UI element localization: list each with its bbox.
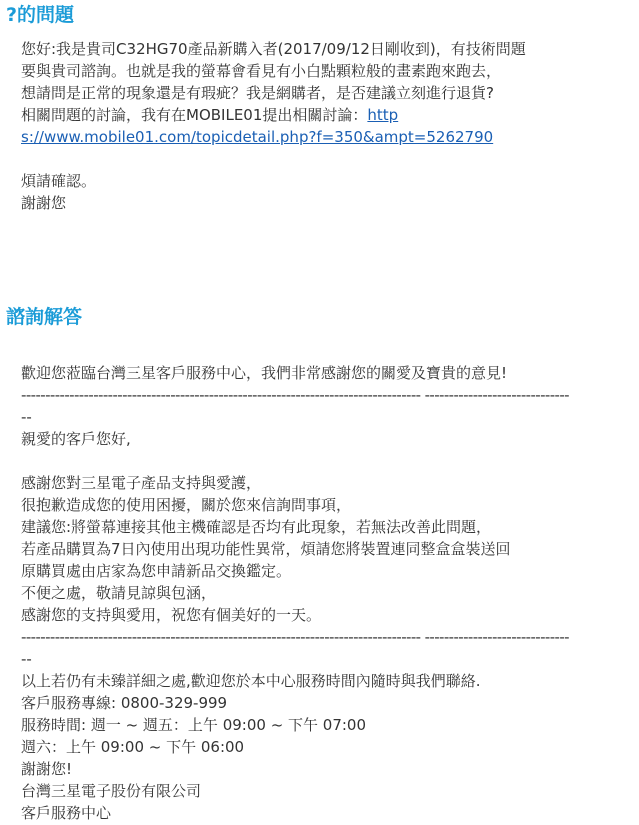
- question-body: [21, 38, 621, 214]
- separator-line: ----------------------------------------------------------------------------------- ------------------------------: [21, 628, 569, 646]
- question-title: ?的問題: [6, 4, 75, 26]
- question-link-prefix: 相關問題的討論，我有在MOBILE01提出相關討論：: [21, 106, 368, 124]
- question-line: 要與貴司諮詢。也就是我的螢幕會看見有小白點顆粒般的畫素跑來跑去，: [21, 62, 502, 80]
- blank-line: [21, 148, 621, 170]
- company-name: 台灣三星電子股份有限公司: [21, 782, 202, 800]
- service-hours-saturday: 週六：上午 09:00 ~ 下午 06:00: [21, 738, 245, 756]
- separator-line: ----------------------------------------------------------------------------------- ------------------------------: [21, 386, 569, 404]
- answer-title: 諮詢解答: [6, 306, 83, 328]
- answer-line: 建議您:將螢幕連接其他主機確認是否均有此現象，若無法改善此問題，: [21, 518, 492, 536]
- mobile01-link-cont[interactable]: s://www.mobile01.com/topicdetail.php?f=350&ampt=5262790: [21, 128, 494, 146]
- answer-line: 感謝您對三星電子產品支持與愛護，: [21, 474, 262, 492]
- question-link-line: [21, 104, 621, 126]
- separator-tail: --: [21, 650, 32, 668]
- question-line: 您好:我是貴司C32HG70產品新購入者(2017/09/12日剛收到)，有技術問題: [21, 40, 526, 58]
- question-line: 想請問是正常的現象還是有瑕疵？我是網購者，是否建議立刻進行退貨?: [21, 84, 494, 102]
- answer-greeting: 親愛的客戶您好,: [21, 430, 131, 448]
- answer-body: [21, 362, 613, 824]
- answer-line: 不便之處，敬請見諒與包涵，: [21, 584, 217, 602]
- answer-line: 原購買處由店家為您申請新品交換鑑定。: [21, 562, 292, 580]
- answer-line: 感謝您的支持與愛用，祝您有個美好的一天。: [21, 606, 322, 624]
- footer-line: 以上若仍有未臻詳細之處,歡迎您於本中心服務時間內隨時與我們聯絡.: [21, 672, 481, 690]
- answer-welcome: 歡迎您蒞臨台灣三星客戶服務中心，我們非常感謝您的關愛及寶貴的意見!: [21, 364, 508, 382]
- footer-thanks: 謝謝您!: [21, 760, 73, 778]
- answer-line: 很抱歉造成您的使用困擾，關於您來信詢問事項，: [21, 496, 352, 514]
- mobile01-link[interactable]: http: [367, 106, 399, 124]
- department-name: 客戶服務中心: [21, 804, 112, 822]
- question-closing: 煩請確認。: [21, 172, 97, 190]
- service-hotline: 客戶服務專線: 0800-329-999: [21, 694, 228, 712]
- service-hours-weekday: 服務時間: 週一 ~ 週五：上午 09:00 ~ 下午 07:00: [21, 716, 367, 734]
- question-thanks: 謝謝您: [21, 194, 67, 212]
- blank-line: [21, 450, 613, 472]
- question-link-line-cont: [21, 126, 621, 148]
- answer-line: 若產品購買為7日內使用出現功能性異常，煩請您將裝置連同整盒盒裝送回: [21, 540, 511, 558]
- separator-tail: --: [21, 408, 32, 426]
